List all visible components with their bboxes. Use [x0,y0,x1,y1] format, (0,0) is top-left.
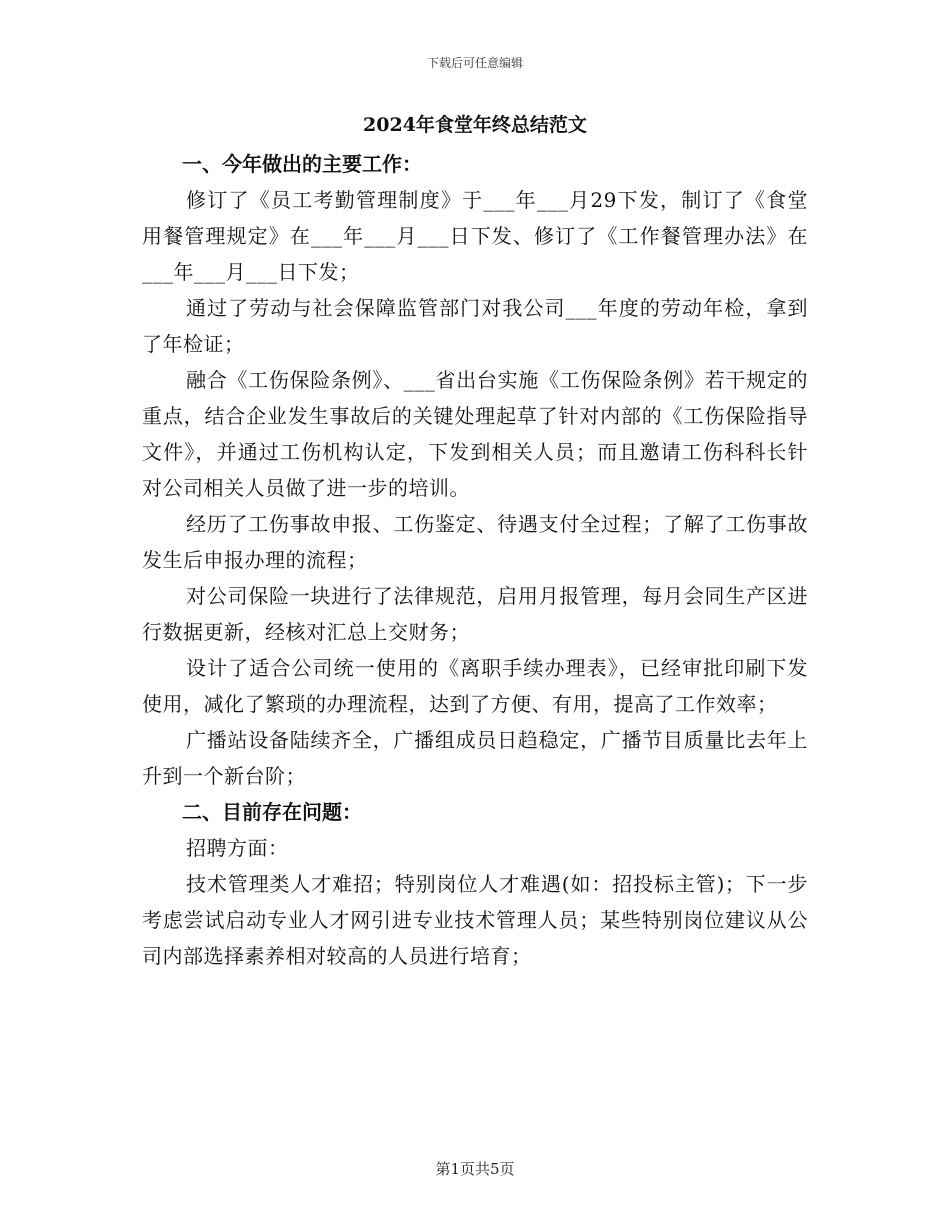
paragraph: 经历了工伤事故申报、工伤鉴定、待遇支付全过程；了解了工伤事故发生后申报办理的流程； [142,512,808,572]
paragraph: 对公司保险一块进行了法律规范，启用月报管理，每月会同生产区进行数据更新，经核对汇总上交财务； [142,584,808,644]
document-body [142,110,808,974]
section-heading-1: 一、今年做出的主要工作： [182,152,422,176]
paragraph: 招聘方面： [186,836,289,860]
paragraph: 设计了适合公司统一使用的《离职手续办理表》，已经审批印刷下发使用，减化了繁琐的办理流程，达到了方便、有用，提高了工作效率； [142,656,808,716]
paragraph: 修订了《员工考勤管理制度》于___年___月29下发，制订了《食堂用餐管理规定》在___年___月___日下发、修订了《工作餐管理办法》在___年___月___日下发； [142,188,808,284]
paragraph: 融合《工伤保险条例》、___省出台实施《工伤保险条例》若干规定的重点，结合企业发生事故后的关键处理起草了针对内部的《工伤保险指导文件》，并通过工伤机构认定，下发到相关人员；而且邀请工伤科科长针对公司相关人员做了进一步的培训。 [142,368,808,500]
page-header: 下载后可任意编辑 [426,56,523,70]
paragraph: 通过了劳动与社会保障监管部门对我公司___年度的劳动年检，拿到了年检证； [142,296,808,356]
paragraph: 广播站设备陆续齐全，广播组成员日趋稳定，广播节目质量比去年上升到一个新台阶； [142,728,808,788]
section-heading-2: 二、目前存在问题： [182,800,362,824]
page-footer: 第1页共5页 [435,1160,515,1178]
paragraph: 技术管理类人才难招；特别岗位人才难遇(如：招投标主管)；下一步考虑尝试启动专业人才网引进专业技术管理人员；某些特别岗位建议从公司内部选择素养相对较高的人员进行培育； [142,872,808,968]
document-title: 2024年食堂年终总结范文 [363,114,587,136]
